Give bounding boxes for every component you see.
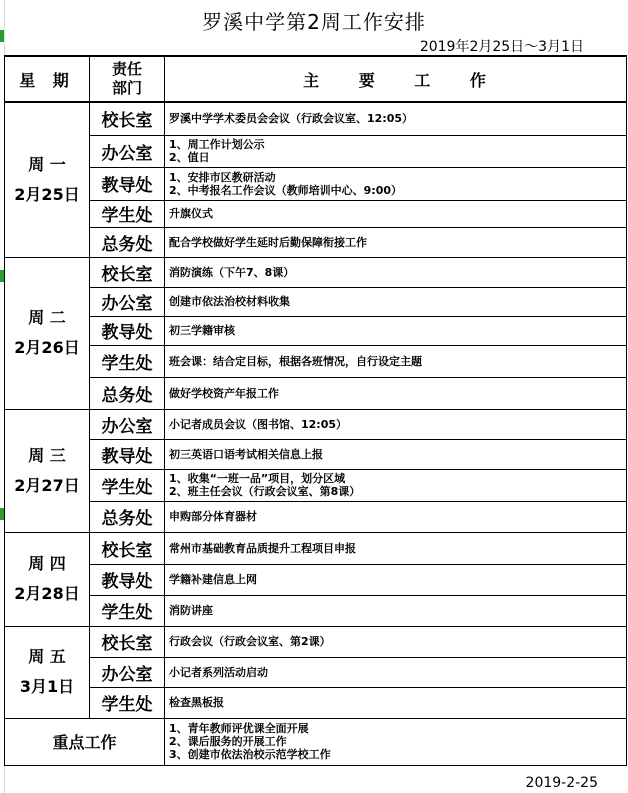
work-item: 做好学校资产年报工作	[169, 386, 279, 400]
focus-item: 1、青年教师评优课全面开展	[169, 722, 309, 735]
page-title: 罗溪中学第2周工作安排	[202, 10, 426, 34]
focus-items	[165, 718, 627, 765]
work-cell	[165, 135, 627, 167]
dept-cell: 教导处	[90, 316, 165, 345]
dept-cell: 教导处	[90, 167, 165, 200]
work-cell	[165, 167, 627, 200]
dept-cell: 校长室	[90, 257, 165, 287]
day-label: 周 三	[28, 445, 66, 465]
work-cell	[165, 532, 627, 564]
schedule-row	[5, 200, 627, 227]
schedule-row	[5, 532, 627, 564]
work-cell	[165, 409, 627, 439]
focus-item: 2、课后服务的开展工作	[169, 735, 287, 748]
work-cell	[165, 102, 627, 135]
schedule-table	[4, 55, 627, 766]
work-cell	[165, 200, 627, 227]
schedule-row	[5, 439, 627, 469]
schedule-row	[5, 501, 627, 532]
dept-cell: 办公室	[90, 657, 165, 687]
header-dept: 责任 部门	[90, 56, 165, 102]
work-item: 班会课：结合定目标，根据各班情况，自行设定主题	[169, 354, 422, 368]
dept-cell: 校长室	[90, 102, 165, 135]
dept-cell: 总务处	[90, 501, 165, 532]
dept-cell: 学生处	[90, 200, 165, 227]
work-item: 配合学校做好学生延时后勤保障衔接工作	[169, 235, 367, 249]
work-cell	[165, 501, 627, 532]
day-label: 周 五	[28, 647, 66, 666]
dept-cell: 总务处	[90, 227, 165, 257]
work-item: 学籍补建信息上网	[169, 573, 257, 586]
day-cell	[5, 409, 90, 532]
day-label: 周 二	[28, 308, 66, 327]
dept-cell: 总务处	[90, 377, 165, 409]
work-item: 初三英语口语考试相关信息上报	[169, 447, 323, 461]
dept-cell: 学生处	[90, 469, 165, 501]
day-cell	[5, 626, 90, 718]
schedule-row	[5, 102, 627, 135]
schedule-row	[5, 227, 627, 257]
work-cell	[165, 257, 627, 287]
header-work: 主 要 工 作	[165, 56, 627, 102]
work-item: 罗溪中学学术委员会会议（行政会议室、12:05）	[169, 112, 414, 126]
work-item: 消防演练（下午7、8课）	[169, 265, 295, 279]
date-range: 2019年2月25日～3月1日	[419, 39, 584, 55]
dept-cell: 学生处	[90, 345, 165, 377]
work-cell	[165, 287, 627, 316]
work-item: 2、中考报名工作会议（教师培训中心、9:00）	[169, 183, 403, 197]
schedule-row	[5, 167, 627, 200]
schedule-body	[5, 102, 627, 718]
work-cell	[165, 227, 627, 257]
dept-cell: 办公室	[90, 287, 165, 316]
day-cell	[5, 102, 90, 257]
work-cell	[165, 626, 627, 657]
schedule-row	[5, 287, 627, 316]
dept-cell: 办公室	[90, 135, 165, 167]
dept-cell: 教导处	[90, 439, 165, 469]
work-item: 升旗仪式	[169, 207, 213, 220]
work-cell	[165, 595, 627, 626]
day-cell	[5, 257, 90, 409]
schedule-row	[5, 345, 627, 377]
dept-cell: 校长室	[90, 626, 165, 657]
focus-label: 重点工作	[5, 718, 165, 765]
work-item: 1、收集“一班一品”项目，划分区域	[169, 472, 346, 485]
day-date: 2月27日	[14, 475, 80, 495]
work-item: 创建市依法治校材料收集	[169, 295, 290, 308]
work-item: 行政会议（行政会议室、第2课）	[169, 635, 331, 648]
day-date: 2月26日	[14, 338, 80, 357]
work-cell	[165, 564, 627, 595]
schedule-row	[5, 409, 627, 439]
schedule-row	[5, 135, 627, 167]
day-label: 周 四	[28, 554, 66, 573]
day-label: 周 一	[28, 154, 66, 174]
table-header-row	[5, 56, 627, 102]
work-cell	[165, 469, 627, 501]
work-item: 1、安排市区教研活动	[169, 170, 276, 184]
schedule-row	[5, 469, 627, 501]
schedule-row	[5, 687, 627, 718]
work-item: 2、班主任会议（行政会议室、第8课）	[169, 485, 361, 498]
schedule-row	[5, 316, 627, 345]
day-cell	[5, 532, 90, 626]
work-item: 常州市基础教育品质提升工程项目申报	[169, 541, 356, 555]
work-cell	[165, 439, 627, 469]
footer-date: 2019-2-25	[525, 775, 598, 791]
work-item: 初三学籍审核	[169, 324, 235, 337]
schedule-row	[5, 564, 627, 595]
work-item: 检查黑板报	[169, 696, 224, 709]
day-date: 3月1日	[19, 677, 75, 696]
work-item: 1、周工作计划公示	[169, 138, 265, 151]
work-cell	[165, 657, 627, 687]
schedule-row	[5, 257, 627, 287]
work-item: 2、值日	[169, 151, 210, 164]
focus-row	[5, 718, 627, 765]
focus-item: 3、创建市依法治校示范学校工作	[169, 748, 331, 761]
dept-cell: 学生处	[90, 687, 165, 718]
day-date: 2月28日	[14, 584, 80, 603]
day-date: 2月25日	[14, 184, 80, 204]
work-item: 消防讲座	[169, 604, 213, 617]
work-item: 申购部分体育器材	[169, 510, 257, 523]
schedule-row	[5, 626, 627, 657]
schedule-row	[5, 595, 627, 626]
header-day: 星 期	[5, 56, 90, 102]
work-item: 小记者成员会议（图书馆、12:05）	[169, 417, 348, 431]
work-cell	[165, 316, 627, 345]
work-cell	[165, 687, 627, 718]
work-cell	[165, 345, 627, 377]
dept-cell: 校长室	[90, 532, 165, 564]
dept-cell: 学生处	[90, 595, 165, 626]
work-cell	[165, 377, 627, 409]
dept-cell: 办公室	[90, 409, 165, 439]
schedule-row	[5, 377, 627, 409]
schedule-row	[5, 657, 627, 687]
dept-cell: 教导处	[90, 564, 165, 595]
work-item: 小记者系列活动启动	[169, 665, 268, 679]
